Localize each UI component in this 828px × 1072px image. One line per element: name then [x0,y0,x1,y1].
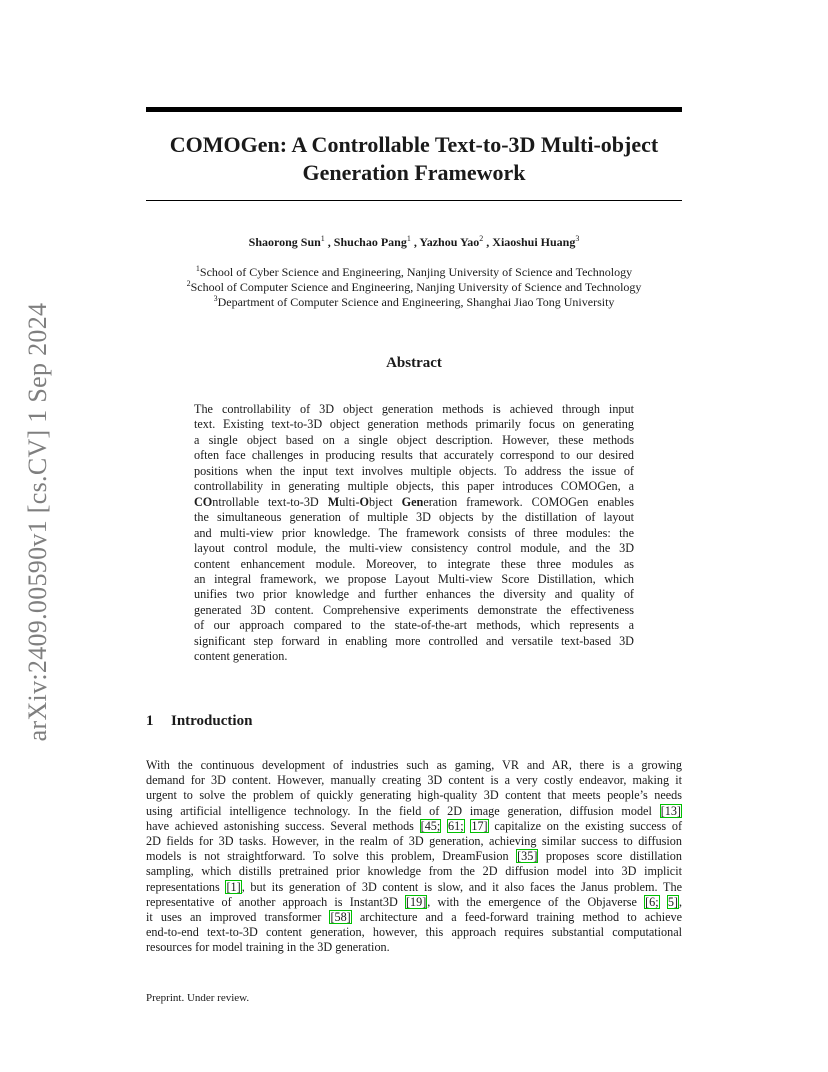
intro-line [146,940,682,955]
intro-line [146,834,682,849]
author-list [146,234,682,250]
affiliation-text: School of Cyber Science and Engineering, Nanjing University of Science and Technology [199,265,633,279]
citation-link[interactable]: [1] [226,879,241,894]
abstract-line: content enhancement module. Moreover, to integrate these three modules as [194,556,634,571]
author-affil-mark: 3 [575,234,580,243]
intro-text-run: , but its generation of 3D content is slow, and it also faces the Janus problem. The [241,879,682,894]
abstract-line: content generation. [194,649,288,664]
author-separator: , [410,235,420,249]
section-heading [146,711,682,731]
abstract-text-run: eration framework. COMOGen enables [423,494,634,509]
citation-link[interactable]: 5] [667,894,678,909]
affiliation-line [146,280,682,295]
title-top-rule [146,107,682,112]
intro-text-run: using artificial intelligence technology. In the field of 2D image generation, diffusion model [146,803,660,818]
section-title: Introduction [171,713,253,729]
abstract-line: text. Existing text-to-3D object generation methods primarily focus on generating [194,417,634,432]
intro-line [146,804,682,819]
arxiv-identifier-text: arXiv:2409.00590v1 [cs.CV] 1 Sep 2024 [23,302,52,742]
citation-link[interactable]: [13] [660,803,681,818]
paper-title [146,131,682,187]
acronym-letter: CO [194,494,213,509]
author-name: Xiaoshui Huang [492,235,576,249]
intro-line [146,788,682,803]
abstract-acronym-line [194,495,634,510]
author-separator: , [483,235,493,249]
author-separator: , [324,235,334,249]
affiliation-line [146,265,682,280]
intro-text-run: resources for model training in the 3D generation. [146,940,390,955]
intro-text-run: capitalize on the existing success of [488,818,683,833]
abstract-line: controllability in generating multiple objects, this paper introduces COMOGen, a [194,479,634,494]
affiliation-mark: 1 [195,264,200,273]
intro-text-run: it uses an improved transformer [146,910,330,925]
intro-text-run: representative of another approach is Instant3D [146,894,405,909]
affiliation-text: Department of Computer Science and Engineering, Shanghai Jiao Tong University [217,295,615,309]
acronym-letter: M [327,494,340,509]
author-name: Shuchao Pang [333,235,407,249]
abstract-heading: Abstract [386,355,442,371]
citation-link[interactable]: [6; [645,894,659,909]
intro-line [146,895,682,910]
affiliation-mark: 2 [186,279,191,288]
author-name: Yazhou Yao [419,235,480,249]
citation-link[interactable]: [58] [330,910,351,925]
intro-line [146,925,682,940]
abstract-line: often face challenges in producing results that accurately correspond to our desired [194,448,634,463]
author-affil-mark: 1 [320,234,325,243]
intro-text-run: demand for 3D content. However, manually creating 3D content is a very costly endeavor, making it [146,773,682,788]
intro-text-run: end-to-end text-to-3D content generation, however, this approach requires substantial computational [146,925,682,940]
citation-link[interactable]: [45; [420,818,441,833]
intro-line [146,880,682,895]
abstract-line: unifies two prior knowledge and further enhances the diversity and quality of [194,587,634,602]
intro-line [146,849,682,864]
intro-text-run: , [678,894,683,909]
abstract-line: The controllability of 3D object generation methods is achieved through input [194,402,634,416]
abstract-line: the simultaneous generation of multiple 3D objects by the distillation of layout [194,510,634,525]
paper-title-line-2: Generation Framework [302,160,526,185]
title-bottom-rule [146,200,682,201]
intro-text-run: proposes score distillation [538,849,682,864]
abstract-line: layout control module, the multi-view consistency control module, and the 3D [194,541,634,556]
affiliation-list [146,265,682,310]
abstract-text-run: ntrollable text-to-3D [212,494,328,509]
abstract-text-run: ulti- [339,494,360,509]
abstract-line: an integral framework, we propose Layout Multi-view Score Distillation, which [194,571,634,586]
author-affil-mark: 1 [406,234,411,243]
citation-link[interactable]: 17] [471,818,488,833]
abstract-line: a single object based on a single object description. However, these methods [194,432,634,447]
intro-text-run: sampling, which distills pretrained prior knowledge from the 2D diffusion model into 3D implicit [146,864,682,879]
abstract-line: of our approach compared to the state-of-the-art methods, which represents a [194,618,634,633]
intro-line [146,910,682,925]
intro-text-run: representations [146,879,226,894]
abstract-body [194,402,634,665]
author-affil-mark: 2 [479,234,484,243]
abstract-line: significant step forward in enabling more controlled and versatile text-based 3D [194,633,634,648]
abstract-line: generated 3D content. Comprehensive experiments demonstrate the effectiveness [194,602,634,617]
acronym-letter: Gen [401,494,424,509]
intro-text-run: 2D fields for 3D tasks. However, in the realm of 3D generation, achieving similar success to diffusion [146,834,682,849]
acronym-letter: O [359,494,369,509]
footer-note: Preprint. Under review. [146,992,250,1004]
abstract-line: and multi-view prior knowledge. The framework consists of three modules: the [194,525,634,540]
affiliation-mark: 3 [213,294,218,303]
author-name: Shaorong Sun [248,235,321,249]
intro-text-run: have achieved astonishing success. Several methods [146,818,420,833]
intro-line [146,864,682,879]
intro-text-run: , with the emergence of the Objaverse [427,894,645,909]
section-number: 1 [146,713,154,729]
intro-line [146,819,682,834]
intro-text-run: architecture and a feed-forward training method to achieve [351,910,682,925]
affiliation-text: School of Computer Science and Engineering, Nanjing University of Science and Technology [190,280,642,294]
intro-text-run: models is not straightforward. To solve this problem, DreamFusion [146,849,517,864]
abstract-line: positions when the input text involves multiple objects. To address the issue of [194,463,634,478]
citation-link[interactable]: 61; [448,818,464,833]
abstract-text-run: bject [369,494,402,509]
affiliation-line [146,295,682,310]
intro-text-run [660,895,667,909]
introduction-body [146,758,682,956]
intro-text-run: urgent to solve the problem of quickly generating high-quality 3D content that meets people’s needs [146,788,682,803]
paper-title-line-1: COMOGen: A Controllable Text-to-3D Multi-object [169,132,659,157]
intro-line [146,773,682,788]
intro-line [146,758,682,773]
intro-text-run: With the continuous development of industries such as gaming, VR and AR, there is a growing [146,758,682,772]
citation-link[interactable]: [19] [405,894,427,909]
citation-link[interactable]: [35] [517,849,538,864]
